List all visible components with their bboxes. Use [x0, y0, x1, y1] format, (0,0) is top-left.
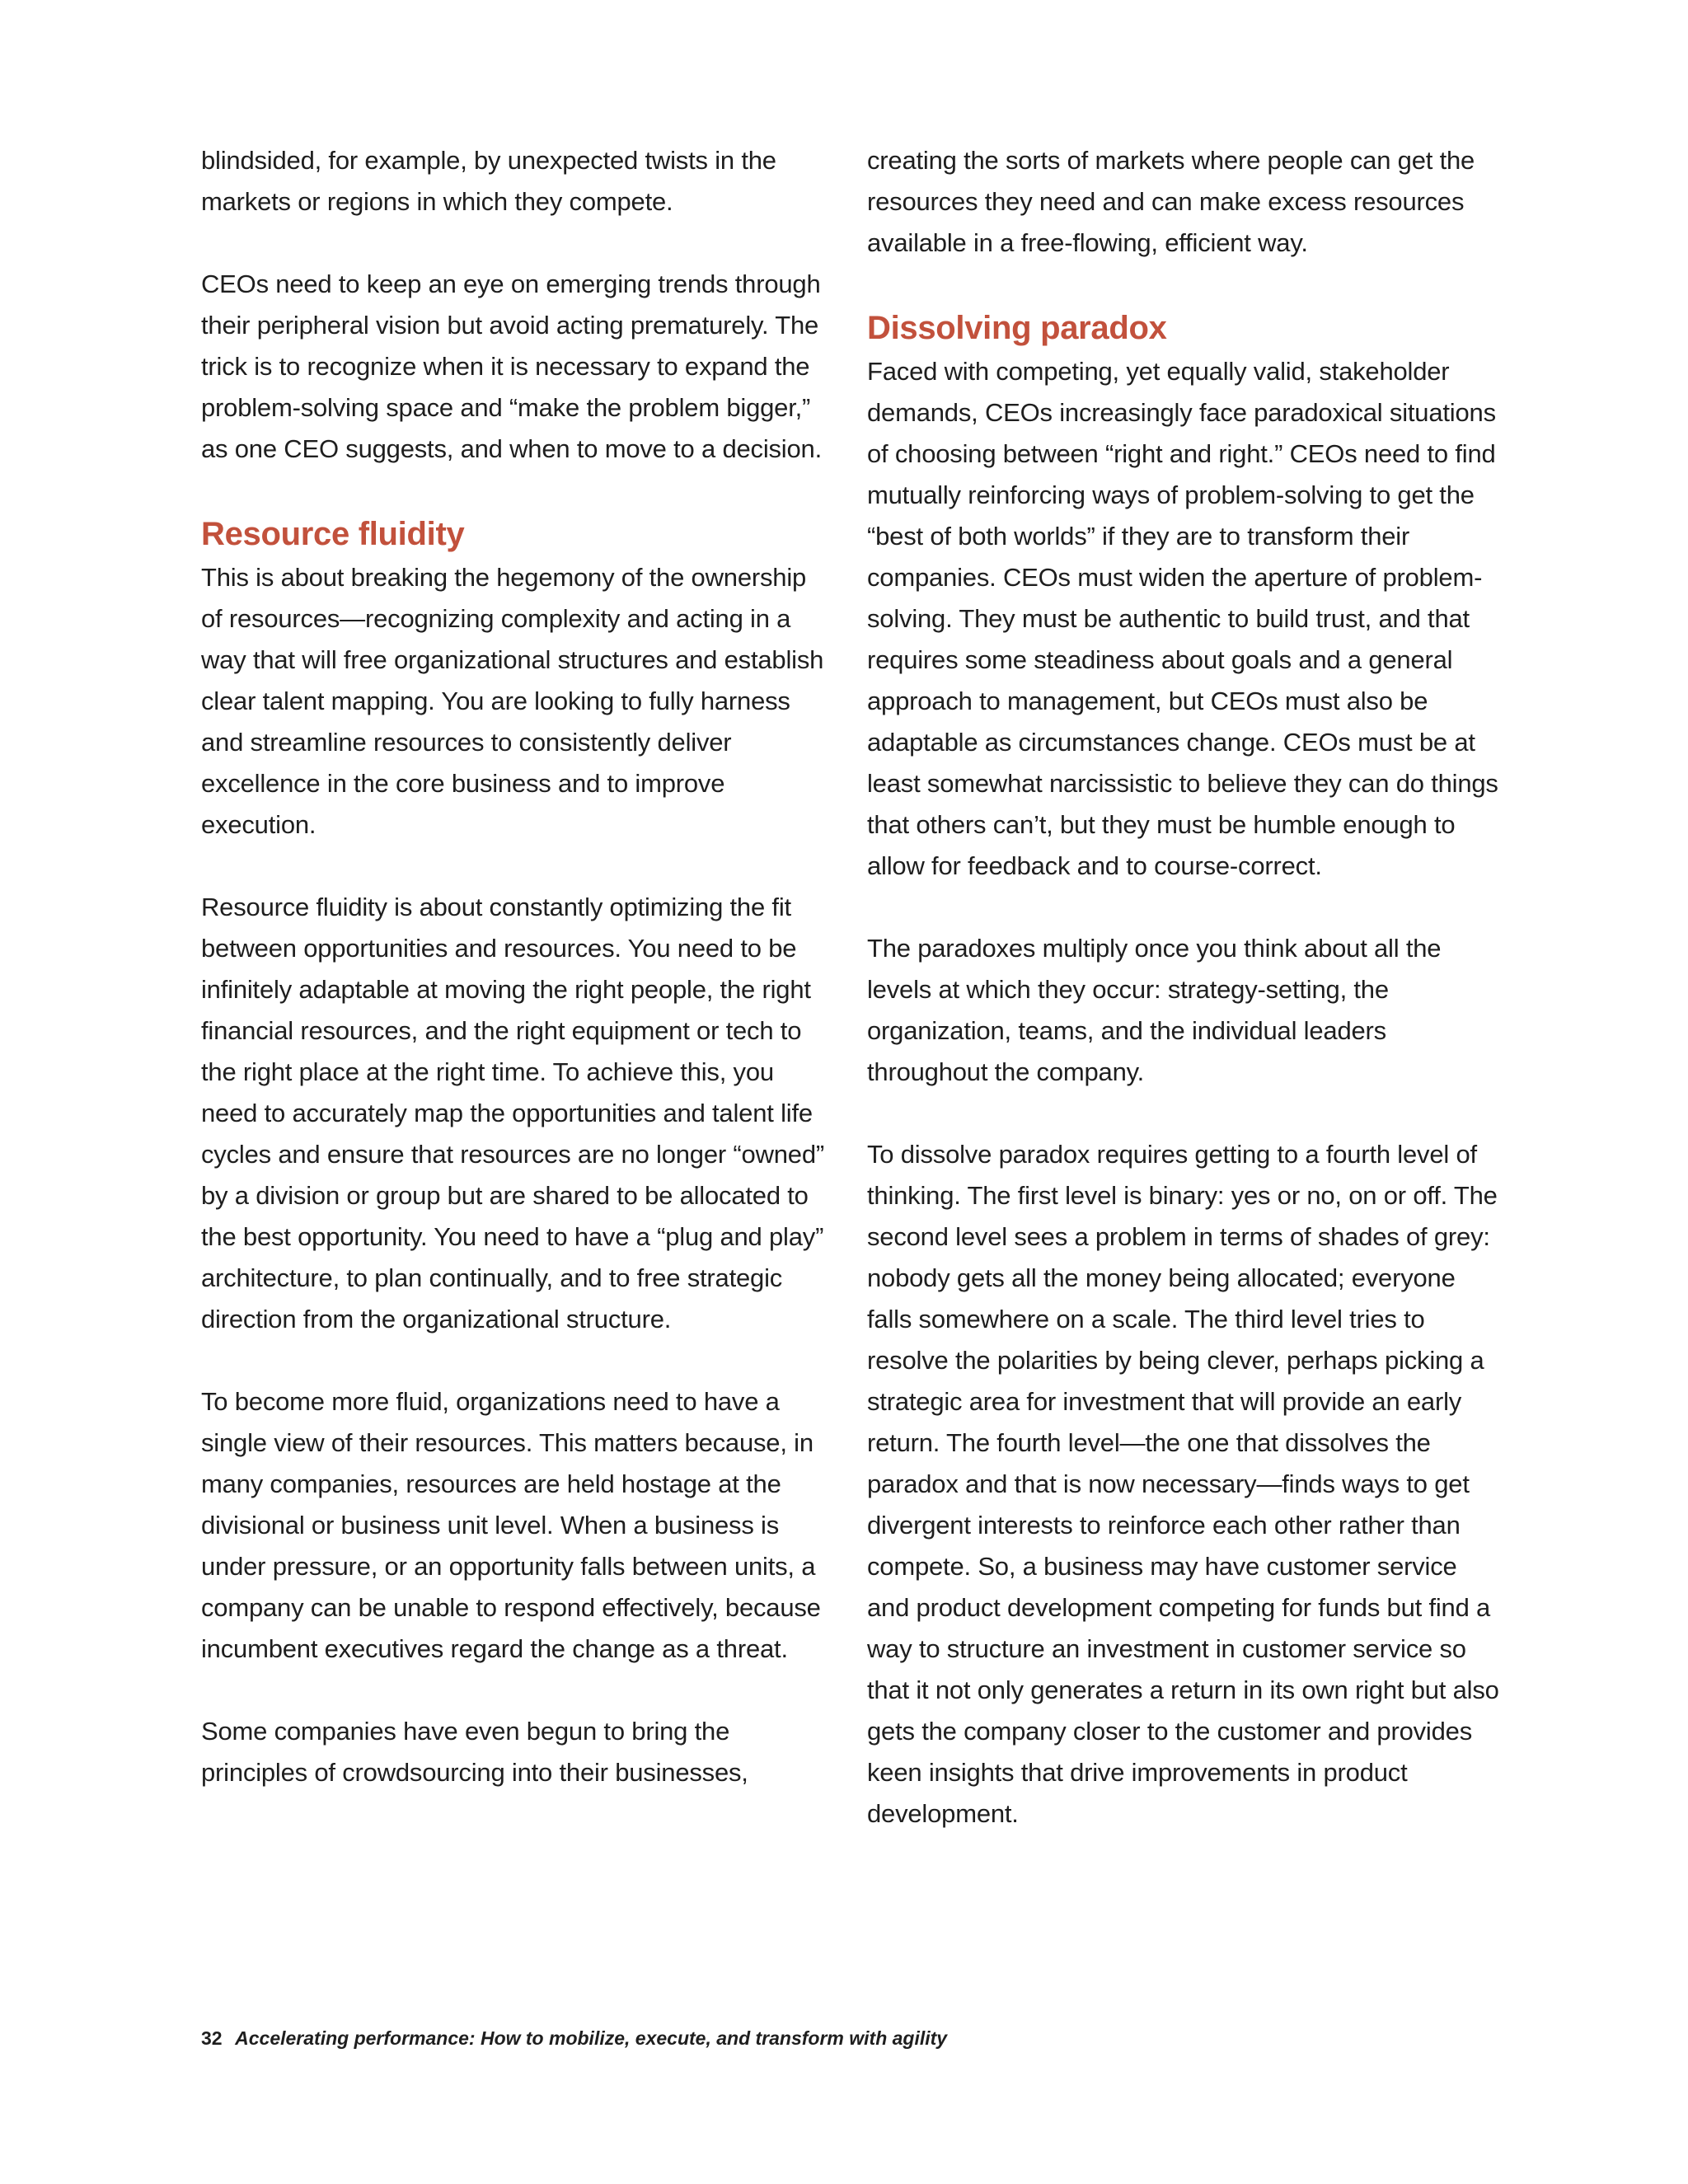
paragraph: The paradoxes multiply once you think about all the levels at which they occur: strategy-setting, the organization, teams, and the individual leaders throughout the company. [867, 934, 1442, 1086]
paragraph: CEOs need to keep an eye on emerging trends through their peripheral vision but avoid acting prematurely. The trick is to recognize when it is necessary to expand the problem-solving space and “make the problem bigger,” as one CEO suggests, and when to move to a decision. [201, 269, 822, 463]
left-column [201, 140, 828, 1835]
page-number: 32 [201, 2027, 223, 2049]
paragraph: Some companies have even begun to bring the principles of crowdsourcing into their businesses, [201, 1717, 748, 1787]
page-footer [201, 2026, 947, 2050]
paragraph: This is about breaking the hegemony of the ownership of resources—recognizing complexity and acting in a way that will free organizational structures and establish clear talent mapping. You are looking to fully harness and streamline resources to consistently deliver excellence in the core business and to improve execution. [201, 563, 824, 839]
publication-title: Accelerating performance: How to mobilize, execute, and transform with agility [235, 2027, 948, 2049]
right-column [867, 140, 1506, 1876]
paragraph: To dissolve paradox requires getting to a fourth level of thinking. The first level is binary: yes or no, on or off. The second level sees a problem in terms of shades of grey: nobody gets all the money being allocated; everyone falls somewhere on a scale. The third level tries to resolve the polarities by being clever, perhaps picking a strategic area for investment that will provide an early return. The fourth level—the one that dissolves the paradox and that is now necessary—finds ways to get divergent interests to reinforce each other rather than compete. So, a business may have customer service and product development competing for funds but find a way to structure an investment in customer service so that it not only generates a return in its own right but also gets the company closer to the customer and provides keen insights that drive improvements in product development. [867, 1140, 1499, 1828]
paragraph: blindsided, for example, by unexpected twists in the markets or regions in which they compete. [201, 146, 776, 216]
section-heading-dissolving-paradox: Dissolving paradox [867, 310, 1167, 346]
paragraph: Faced with competing, yet equally valid, stakeholder demands, CEOs increasingly face paradoxical situations of choosing between “right and right.” CEOs need to find mutually reinforcing ways of problem-solving to get the “best of both worlds” if they are to transform their companies. CEOs must widen the aperture of problem-solving. They must be authentic to build trust, and that requires some steadiness about goals and a general approach to management, but CEOs must also be adaptable as circumstances change. CEOs must be at least somewhat narcissistic to believe they can do things that others can’t, but they must be humble enough to allow for feedback and to course-correct. [867, 357, 1498, 880]
section-heading-resource-fluidity: Resource fluidity [201, 516, 465, 552]
paragraph: creating the sorts of markets where people can get the resources they need and can make excess resources available in a free-flowing, efficient way. [867, 146, 1475, 257]
paragraph: To become more fluid, organizations need to have a single view of their resources. This matters because, in many companies, resources are held hostage at the divisional or business unit level. When a business is under pressure, or an opportunity falls between units, a company can be unable to respond effectively, because incumbent executives regard the change as a threat. [201, 1387, 821, 1663]
paragraph: Resource fluidity is about constantly optimizing the fit between opportunities and resources. You need to be infinitely adaptable at moving the right people, the right financial resources, and the right equipment or tech to the right place at the right time. To achieve this, you need to accurately map the opportunities and talent life cycles and ensure that resources are no longer “owned” by a division or group but are shared to be allocated to the best opportunity. You need to have a “plug and play” architecture, to plan continually, and to free strategic direction from the organizational structure. [201, 893, 825, 1333]
